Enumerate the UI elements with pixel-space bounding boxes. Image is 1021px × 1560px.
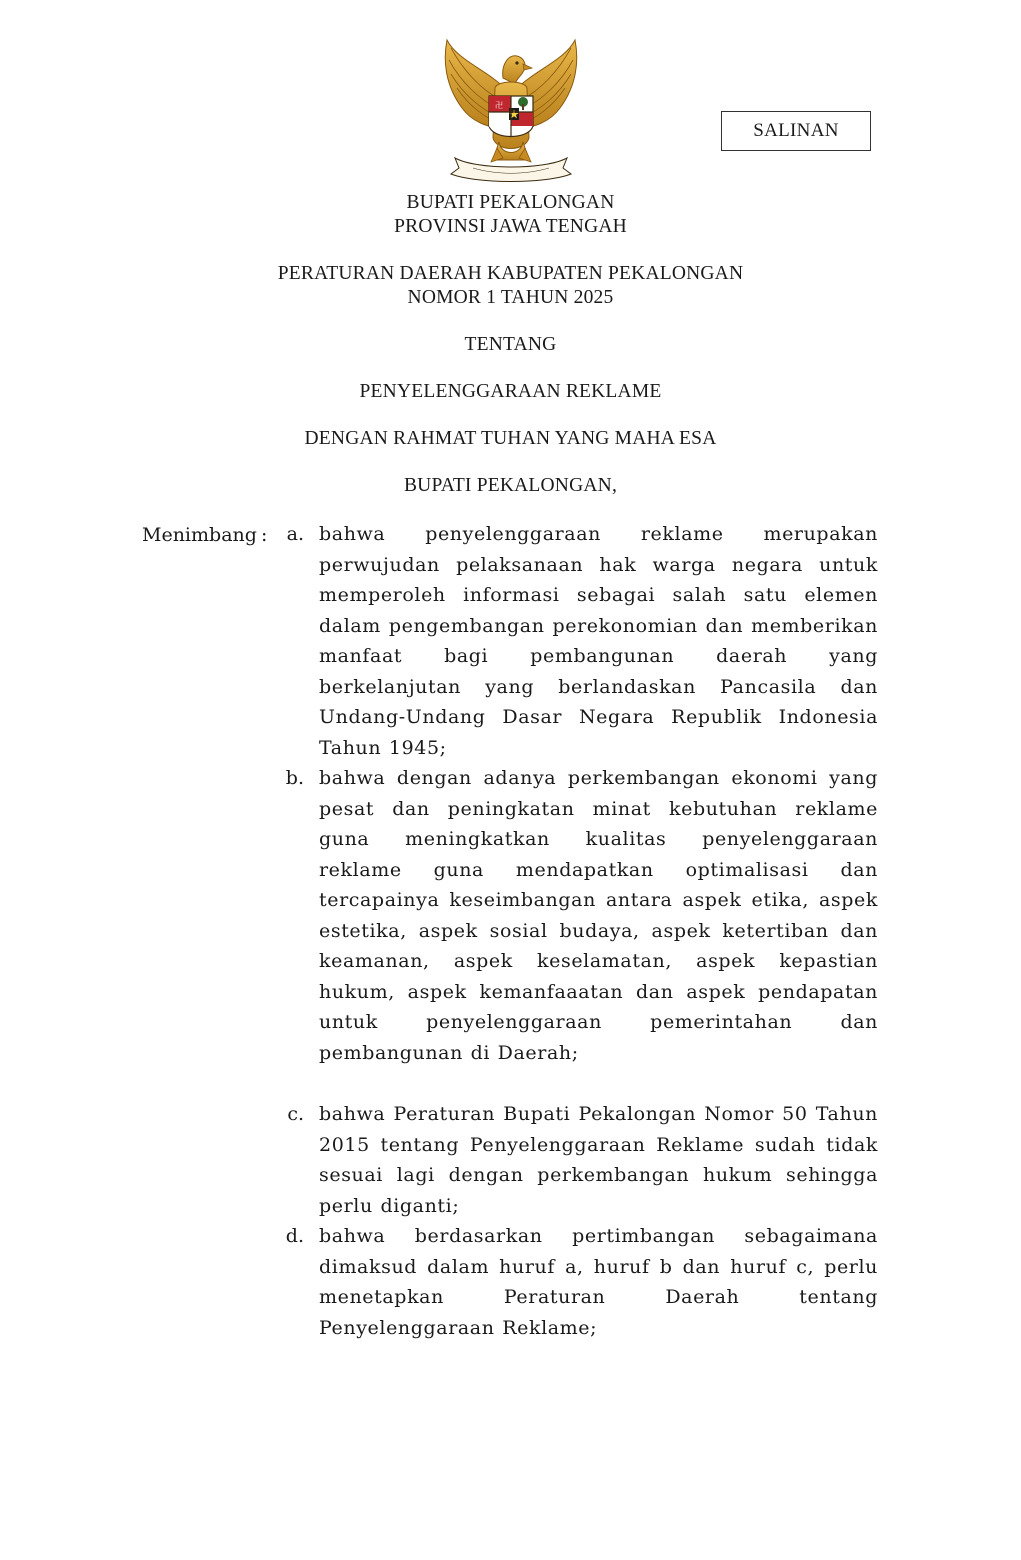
regulation-title: PERATURAN DAERAH KABUPATEN PEKALONGAN [277, 263, 744, 284]
regulation-subject: PENYELENGGARAAN REKLAME [359, 381, 662, 402]
consideration-point-a [272, 519, 878, 763]
point-letter: d. [285, 1225, 304, 1247]
about-label: TENTANG [464, 334, 557, 355]
invocation-line: DENGAN RAHMAT TUHAN YANG MAHA ESA [304, 428, 717, 449]
salinan-stamp: SALINAN [721, 111, 871, 151]
point-text: bahwa Peraturan Bupati Pekalongan Nomor 50 Tahun 2015 tentang Penyelenggaraan Reklame sudah tidak sesuai lagi dengan perkembangan hukum sehingga perlu diganti; [319, 1103, 878, 1217]
menimbang-label: Menimbang [142, 524, 257, 546]
consideration-point-b [272, 763, 878, 1068]
consideration-point-c [272, 1099, 878, 1221]
province-heading: PROVINSI JAWA TENGAH [394, 216, 627, 237]
consideration-point-d [272, 1221, 878, 1343]
point-letter: a. [286, 523, 304, 545]
menimbang-colon: : [261, 524, 268, 546]
point-letter: b. [285, 767, 304, 789]
point-letter: c. [287, 1103, 304, 1125]
point-text: bahwa berdasarkan pertimbangan sebagaimana dimaksud dalam huruf a, huruf b dan huruf c, perlu menetapkan Peraturan Daerah tentang Penyelenggaraan Reklame; [319, 1225, 878, 1339]
garuda-pancasila-emblem [437, 30, 585, 185]
regulation-number: NOMOR 1 TAHUN 2025 [407, 287, 614, 308]
authority-line: BUPATI PEKALONGAN, [403, 475, 618, 496]
point-text: bahwa dengan adanya perkembangan ekonomi yang pesat dan peningkatan minat kebutuhan reklame guna meningkatkan kualitas penyelenggaraan reklame guna mendapatkan optimalisasi dan tercapainya keseimbangan antara aspek etika, aspek estetika, aspek sosial budaya, aspek ketertiban dan keamanan, aspek keselamatan, aspek kepastian hukum, aspek kemanfaaatan dan aspek pendapatan untuk penyelenggaraan pemerintahan dan pembangunan di Daerah; [319, 767, 878, 1064]
svg-text:卍: 卍 [495, 101, 503, 110]
issuer-heading: BUPATI PEKALONGAN [406, 192, 615, 213]
point-text: bahwa penyelenggaraan reklame merupakan perwujudan pelaksanaan hak warga negara untuk memperoleh informasi sebagai salah satu elemen dalam pengembangan perekonomian dan memberikan manfaat bagi pembangunan daerah yang berkelanjutan yang berlandaskan Pancasila dan Undang-Undang Dasar Negara Republik Indonesia Tahun 1945; [319, 523, 878, 759]
